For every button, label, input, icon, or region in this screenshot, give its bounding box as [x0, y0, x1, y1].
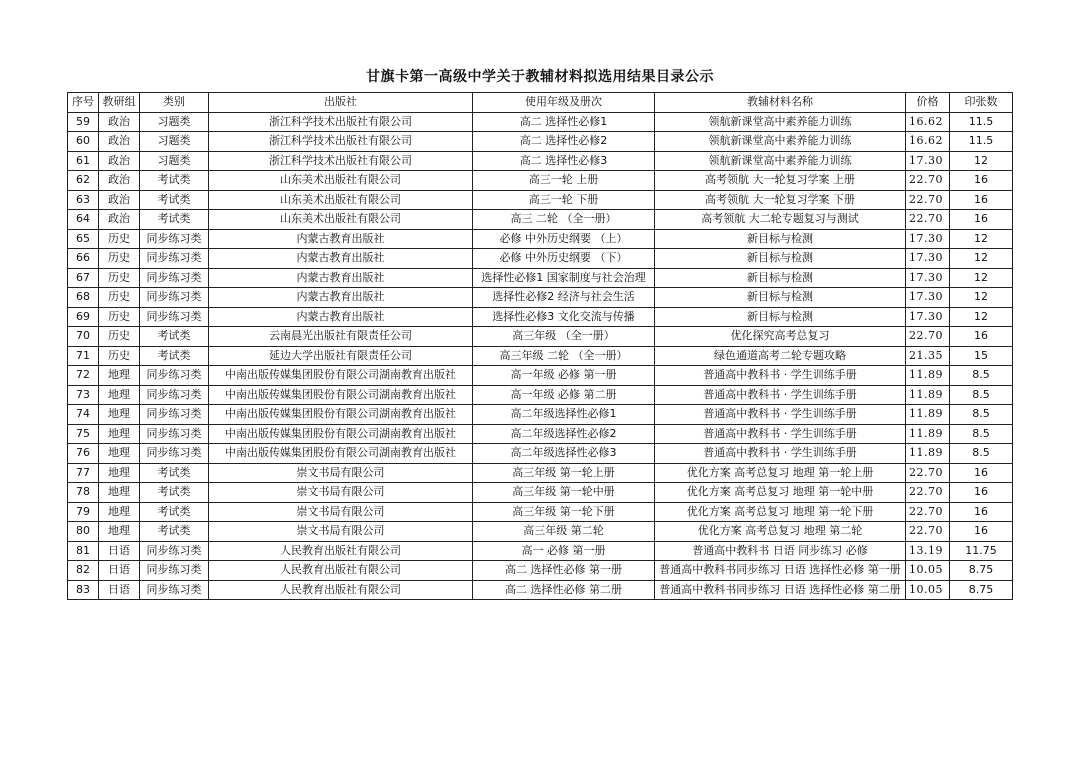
row-grade: 高一 必修 第一册: [473, 541, 655, 561]
row-category: 同步练习类: [140, 541, 209, 561]
row-price: 10.05: [906, 561, 950, 581]
table-header-row: [68, 93, 1013, 113]
row-category: 同步练习类: [140, 288, 209, 308]
row-grade: 高二 选择性必修 第二册: [473, 580, 655, 600]
row-category: 考试类: [140, 171, 209, 191]
row-material: 优化方案 高考总复习 地理 第一轮中册: [655, 483, 906, 503]
row-material: 优化方案 高考总复习 地理 第二轮: [655, 522, 906, 542]
row-sheets: 12: [950, 268, 1013, 288]
row-publisher: 浙江科学技术出版社有限公司: [209, 132, 473, 152]
row-index: 82: [68, 561, 99, 581]
row-grade: 高二年级选择性必修3: [473, 444, 655, 464]
row-category: 考试类: [140, 463, 209, 483]
row-category: 考试类: [140, 346, 209, 366]
row-grade: 高三年级 二轮 （全一册）: [473, 346, 655, 366]
row-sheets: 12: [950, 151, 1013, 171]
row-material: 普通高中教科书 · 学生训练手册: [655, 405, 906, 425]
row-group: 地理: [99, 405, 140, 425]
row-group: 地理: [99, 522, 140, 542]
row-sheets: 15: [950, 346, 1013, 366]
row-publisher: 内蒙古教育出版社: [209, 268, 473, 288]
table-row: [68, 151, 1013, 171]
row-material: 高考领航 大一轮复习学案 下册: [655, 190, 906, 210]
row-group: 历史: [99, 307, 140, 327]
row-group: 日语: [99, 580, 140, 600]
row-material: 高考领航 大二轮专题复习与测试: [655, 210, 906, 230]
row-publisher: 延边大学出版社有限责任公司: [209, 346, 473, 366]
row-index: 63: [68, 190, 99, 210]
row-price: 17.30: [906, 288, 950, 308]
table-row: [68, 522, 1013, 542]
row-index: 72: [68, 366, 99, 386]
row-index: 67: [68, 268, 99, 288]
row-index: 78: [68, 483, 99, 503]
row-group: 地理: [99, 483, 140, 503]
header-price: 价格: [906, 93, 950, 113]
row-price: 17.30: [906, 307, 950, 327]
row-sheets: 16: [950, 171, 1013, 191]
row-price: 17.30: [906, 229, 950, 249]
row-publisher: 人民教育出版社有限公司: [209, 561, 473, 581]
table-row: [68, 405, 1013, 425]
row-grade: 高三一轮 下册: [473, 190, 655, 210]
row-index: 77: [68, 463, 99, 483]
row-material: 优化方案 高考总复习 地理 第一轮下册: [655, 502, 906, 522]
row-group: 历史: [99, 268, 140, 288]
row-publisher: 浙江科学技术出版社有限公司: [209, 112, 473, 132]
row-price: 17.30: [906, 249, 950, 269]
table-row: [68, 561, 1013, 581]
row-publisher: 中南出版传媒集团股份有限公司湖南教育出版社: [209, 444, 473, 464]
table-row: [68, 210, 1013, 230]
row-category: 同步练习类: [140, 580, 209, 600]
table-row: [68, 112, 1013, 132]
row-category: 考试类: [140, 502, 209, 522]
row-group: 历史: [99, 229, 140, 249]
row-grade: 高二 选择性必修2: [473, 132, 655, 152]
row-publisher: 人民教育出版社有限公司: [209, 541, 473, 561]
table-row: [68, 171, 1013, 191]
row-sheets: 8.75: [950, 580, 1013, 600]
row-price: 22.70: [906, 327, 950, 347]
row-publisher: 山东美术出版社有限公司: [209, 171, 473, 191]
row-category: 同步练习类: [140, 405, 209, 425]
row-publisher: 中南出版传媒集团股份有限公司湖南教育出版社: [209, 424, 473, 444]
row-price: 16.62: [906, 112, 950, 132]
row-publisher: 中南出版传媒集团股份有限公司湖南教育出版社: [209, 405, 473, 425]
row-grade: 高二年级选择性必修2: [473, 424, 655, 444]
row-price: 13.19: [906, 541, 950, 561]
row-grade: 选择性必修1 国家制度与社会治理: [473, 268, 655, 288]
table-row: [68, 268, 1013, 288]
row-group: 政治: [99, 210, 140, 230]
row-category: 习题类: [140, 151, 209, 171]
row-sheets: 16: [950, 210, 1013, 230]
row-category: 同步练习类: [140, 268, 209, 288]
table-row: [68, 502, 1013, 522]
row-category: 考试类: [140, 522, 209, 542]
row-sheets: 16: [950, 190, 1013, 210]
row-price: 11.89: [906, 424, 950, 444]
row-material: 新目标与检测: [655, 307, 906, 327]
row-category: 同步练习类: [140, 385, 209, 405]
row-publisher: 崇文书局有限公司: [209, 502, 473, 522]
row-category: 同步练习类: [140, 424, 209, 444]
row-price: 10.05: [906, 580, 950, 600]
row-group: 政治: [99, 171, 140, 191]
row-publisher: 中南出版传媒集团股份有限公司湖南教育出版社: [209, 366, 473, 386]
row-price: 17.30: [906, 268, 950, 288]
row-category: 同步练习类: [140, 444, 209, 464]
row-sheets: 8.75: [950, 561, 1013, 581]
row-publisher: 崇文书局有限公司: [209, 463, 473, 483]
row-price: 22.70: [906, 171, 950, 191]
row-sheets: 8.5: [950, 405, 1013, 425]
row-grade: 高三年级 （全一册）: [473, 327, 655, 347]
table-row: [68, 424, 1013, 444]
row-material: 普通高中教科书 · 学生训练手册: [655, 366, 906, 386]
row-index: 65: [68, 229, 99, 249]
row-sheets: 12: [950, 249, 1013, 269]
row-price: 16.62: [906, 132, 950, 152]
row-category: 同步练习类: [140, 561, 209, 581]
row-index: 68: [68, 288, 99, 308]
row-grade: 高一年级 必修 第一册: [473, 366, 655, 386]
row-material: 优化探究高考总复习: [655, 327, 906, 347]
table-row: [68, 307, 1013, 327]
row-index: 59: [68, 112, 99, 132]
table-row: [68, 463, 1013, 483]
row-sheets: 12: [950, 288, 1013, 308]
row-price: 22.70: [906, 210, 950, 230]
row-material: 高考领航 大一轮复习学案 上册: [655, 171, 906, 191]
row-material: 新目标与检测: [655, 268, 906, 288]
row-material: 领航新课堂高中素养能力训练: [655, 112, 906, 132]
row-category: 考试类: [140, 210, 209, 230]
row-grade: 必修 中外历史纲要 （上）: [473, 229, 655, 249]
row-publisher: 云南晨光出版社有限责任公司: [209, 327, 473, 347]
row-price: 22.70: [906, 502, 950, 522]
header-group: 教研组: [99, 93, 140, 113]
row-price: 11.89: [906, 405, 950, 425]
row-publisher: 人民教育出版社有限公司: [209, 580, 473, 600]
row-group: 地理: [99, 463, 140, 483]
row-sheets: 12: [950, 229, 1013, 249]
row-grade: 高三年级 第二轮: [473, 522, 655, 542]
row-sheets: 11.5: [950, 112, 1013, 132]
row-material: 新目标与检测: [655, 288, 906, 308]
row-grade: 高三年级 第一轮下册: [473, 502, 655, 522]
row-grade: 高三年级 第一轮中册: [473, 483, 655, 503]
row-price: 11.89: [906, 366, 950, 386]
row-index: 73: [68, 385, 99, 405]
table-row: [68, 190, 1013, 210]
row-grade: 选择性必修2 经济与社会生活: [473, 288, 655, 308]
row-index: 64: [68, 210, 99, 230]
row-material: 普通高中教科书 日语 同步练习 必修: [655, 541, 906, 561]
table-row: [68, 541, 1013, 561]
row-group: 地理: [99, 424, 140, 444]
row-grade: 选择性必修3 文化交流与传播: [473, 307, 655, 327]
row-category: 同步练习类: [140, 249, 209, 269]
row-material: 普通高中教科书 · 学生训练手册: [655, 444, 906, 464]
header-index: 序号: [68, 93, 99, 113]
table-body: [68, 112, 1013, 600]
row-price: 11.89: [906, 444, 950, 464]
row-sheets: 8.5: [950, 444, 1013, 464]
row-sheets: 16: [950, 463, 1013, 483]
row-grade: 高三一轮 上册: [473, 171, 655, 191]
row-index: 66: [68, 249, 99, 269]
table-row: [68, 444, 1013, 464]
row-group: 历史: [99, 288, 140, 308]
table-row: [68, 580, 1013, 600]
row-publisher: 内蒙古教育出版社: [209, 288, 473, 308]
row-index: 81: [68, 541, 99, 561]
row-grade: 高二 选择性必修 第一册: [473, 561, 655, 581]
row-group: 日语: [99, 541, 140, 561]
row-material: 普通高中教科书 · 学生训练手册: [655, 424, 906, 444]
row-index: 62: [68, 171, 99, 191]
row-sheets: 8.5: [950, 385, 1013, 405]
row-grade: 高二年级选择性必修1: [473, 405, 655, 425]
row-sheets: 16: [950, 483, 1013, 503]
row-price: 22.70: [906, 190, 950, 210]
row-category: 同步练习类: [140, 307, 209, 327]
row-material: 新目标与检测: [655, 229, 906, 249]
row-price: 11.89: [906, 385, 950, 405]
row-group: 政治: [99, 112, 140, 132]
row-index: 79: [68, 502, 99, 522]
row-category: 考试类: [140, 327, 209, 347]
row-grade: 高三年级 第一轮上册: [473, 463, 655, 483]
row-publisher: 山东美术出版社有限公司: [209, 210, 473, 230]
row-group: 历史: [99, 346, 140, 366]
row-category: 考试类: [140, 190, 209, 210]
row-index: 70: [68, 327, 99, 347]
table-row: [68, 385, 1013, 405]
row-sheets: 16: [950, 522, 1013, 542]
row-sheets: 11.75: [950, 541, 1013, 561]
row-index: 74: [68, 405, 99, 425]
row-group: 地理: [99, 502, 140, 522]
row-price: 22.70: [906, 463, 950, 483]
row-price: 17.30: [906, 151, 950, 171]
row-index: 83: [68, 580, 99, 600]
row-group: 地理: [99, 444, 140, 464]
row-category: 考试类: [140, 483, 209, 503]
row-group: 地理: [99, 366, 140, 386]
table-row: [68, 327, 1013, 347]
row-grade: 高三 二轮 （全一册）: [473, 210, 655, 230]
row-index: 61: [68, 151, 99, 171]
textbook-table: [67, 92, 1013, 600]
row-group: 政治: [99, 132, 140, 152]
row-sheets: 16: [950, 502, 1013, 522]
row-sheets: 8.5: [950, 424, 1013, 444]
row-sheets: 12: [950, 307, 1013, 327]
row-publisher: 崇文书局有限公司: [209, 483, 473, 503]
table-row: [68, 483, 1013, 503]
row-grade: 高二 选择性必修3: [473, 151, 655, 171]
row-material: 普通高中教科书 · 学生训练手册: [655, 385, 906, 405]
header-category: 类别: [140, 93, 209, 113]
row-sheets: 11.5: [950, 132, 1013, 152]
row-group: 历史: [99, 249, 140, 269]
header-material: 教辅材料名称: [655, 93, 906, 113]
row-sheets: 8.5: [950, 366, 1013, 386]
row-publisher: 浙江科学技术出版社有限公司: [209, 151, 473, 171]
header-sheets: 印张数: [950, 93, 1013, 113]
row-material: 普通高中教科书同步练习 日语 选择性必修 第一册: [655, 561, 906, 581]
page-title: 甘旗卡第一高级中学关于教辅材料拟选用结果目录公示: [366, 69, 714, 85]
row-grade: 高一年级 必修 第二册: [473, 385, 655, 405]
row-publisher: 内蒙古教育出版社: [209, 249, 473, 269]
row-index: 71: [68, 346, 99, 366]
row-index: 80: [68, 522, 99, 542]
table-row: [68, 229, 1013, 249]
row-index: 69: [68, 307, 99, 327]
row-price: 22.70: [906, 483, 950, 503]
row-material: 优化方案 高考总复习 地理 第一轮上册: [655, 463, 906, 483]
header-publisher: 出版社: [209, 93, 473, 113]
row-material: 领航新课堂高中素养能力训练: [655, 132, 906, 152]
row-group: 历史: [99, 327, 140, 347]
row-publisher: 内蒙古教育出版社: [209, 229, 473, 249]
row-publisher: 中南出版传媒集团股份有限公司湖南教育出版社: [209, 385, 473, 405]
row-index: 75: [68, 424, 99, 444]
table-row: [68, 346, 1013, 366]
row-material: 绿色通道高考二轮专题攻略: [655, 346, 906, 366]
header-grade: 使用年级及册次: [473, 93, 655, 113]
row-group: 地理: [99, 385, 140, 405]
row-material: 领航新课堂高中素养能力训练: [655, 151, 906, 171]
row-material: 普通高中教科书同步练习 日语 选择性必修 第二册: [655, 580, 906, 600]
row-category: 习题类: [140, 112, 209, 132]
row-grade: 必修 中外历史纲要 （下）: [473, 249, 655, 269]
table-row: [68, 249, 1013, 269]
row-group: 政治: [99, 151, 140, 171]
row-material: 新目标与检测: [655, 249, 906, 269]
row-index: 76: [68, 444, 99, 464]
row-group: 政治: [99, 190, 140, 210]
row-grade: 高二 选择性必修1: [473, 112, 655, 132]
row-price: 21.35: [906, 346, 950, 366]
row-index: 60: [68, 132, 99, 152]
row-publisher: 山东美术出版社有限公司: [209, 190, 473, 210]
table-row: [68, 132, 1013, 152]
row-group: 日语: [99, 561, 140, 581]
row-category: 同步练习类: [140, 229, 209, 249]
table-row: [68, 366, 1013, 386]
row-publisher: 内蒙古教育出版社: [209, 307, 473, 327]
row-category: 同步练习类: [140, 366, 209, 386]
row-category: 习题类: [140, 132, 209, 152]
table-row: [68, 288, 1013, 308]
row-publisher: 崇文书局有限公司: [209, 522, 473, 542]
row-sheets: 16: [950, 327, 1013, 347]
row-price: 22.70: [906, 522, 950, 542]
